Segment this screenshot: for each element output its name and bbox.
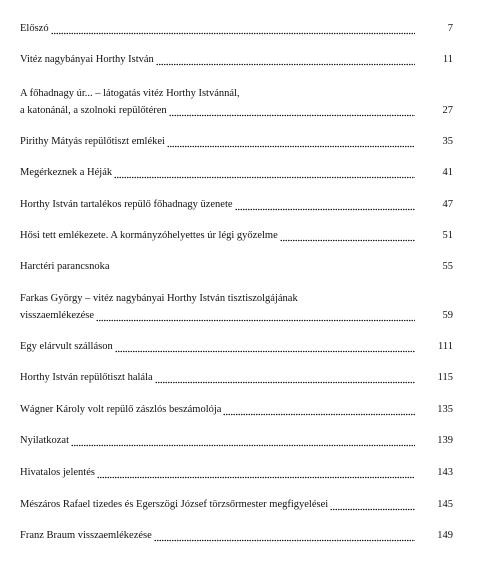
toc-entry-page: 115 (437, 372, 453, 383)
toc-entry-title: Hivatalos jelentés (20, 467, 95, 478)
dot-leader (223, 407, 415, 416)
toc-entry-page: 59 (442, 310, 453, 321)
toc-entry-page: 11 (442, 54, 453, 65)
toc-entry-title: Hősi tett emlékezete. A kormányzóhelyettes úr légi győzelme (20, 230, 278, 241)
dot-leader (96, 313, 415, 322)
dot-leader (156, 57, 415, 66)
toc-entry-title: Mészáros Rafael tizedes és Egerszögi József törzsőrmester megfigyelései (20, 499, 329, 510)
toc-entry (20, 403, 453, 416)
dot-leader (114, 170, 415, 179)
toc-entry-page: 7 (447, 23, 453, 34)
toc-entry (20, 340, 453, 353)
toc-entry-title: A főhadnagy úr... – látogatás vitéz Horthy Istvánnál, (20, 88, 240, 99)
toc-entry-page: 41 (442, 167, 453, 178)
dot-leader (115, 344, 415, 353)
dot-leader (154, 533, 415, 542)
toc-entry-title: Franz Braum visszaemlékezése (20, 530, 152, 541)
toc-entry-title: Farkas György – vitéz nagybányai Horthy István tisztiszolgájának (20, 293, 298, 304)
toc-entry (20, 529, 453, 542)
toc-entry-page: 47 (442, 199, 453, 210)
toc-entry (20, 466, 453, 479)
toc-entry (20, 198, 453, 211)
toc-entry-page: 135 (437, 404, 453, 415)
toc-entry-page: 111 (438, 341, 453, 352)
toc-entry-page: 143 (437, 467, 453, 478)
dot-leader (155, 375, 415, 384)
toc-entry (20, 87, 453, 117)
toc-entry-page: 145 (437, 499, 453, 510)
toc-entry-title: Wágner Károly volt repülő zászlós beszámolója (20, 404, 222, 415)
dot-leader (71, 438, 415, 447)
toc-entry-page: 55 (442, 261, 453, 272)
dot-leader (167, 139, 415, 148)
toc-entry-page: 51 (442, 230, 453, 241)
toc-entry-title-continued: a katonánál, a szolnoki repülőtéren (20, 105, 167, 116)
toc-entry-title: Horthy István repülőtiszt halála (20, 372, 153, 383)
dot-leader (235, 202, 415, 211)
toc-entry (20, 292, 453, 322)
toc-entry (20, 434, 453, 447)
toc-entry-title: Egy elárvult szálláson (20, 341, 113, 352)
toc-entry-title: Harctéri parancsnoka (20, 261, 110, 272)
toc-entry (20, 371, 453, 384)
toc-entry-page: 27 (442, 105, 453, 116)
toc-entry-title: Pirithy Mátyás repülőtiszt emlékei (20, 136, 165, 147)
toc-entry-title: Vitéz nagybányai Horthy István (20, 54, 154, 65)
dot-leader (280, 233, 415, 242)
toc-entry (20, 22, 453, 35)
dot-leader (51, 26, 415, 35)
toc-entry (20, 166, 453, 179)
dot-leader (330, 502, 415, 511)
toc-entry (20, 260, 453, 273)
toc-entry-page: 149 (437, 530, 453, 541)
dot-leader (169, 108, 415, 117)
toc-entry-page: 35 (442, 136, 453, 147)
toc-entry-title: Megérkeznek a Héják (20, 167, 113, 178)
toc-entry (20, 498, 453, 511)
toc-entry (20, 135, 453, 148)
toc-entry-title: Nyilatkozat (20, 435, 69, 446)
toc-entry (20, 229, 453, 242)
toc-entry-title: Horthy István tartalékos repülő főhadnagy üzenete (20, 199, 233, 210)
toc-entry-page: 139 (437, 435, 453, 446)
dot-leader (97, 470, 415, 479)
toc-entry (20, 53, 453, 66)
toc-entry-title: Előszó (20, 23, 49, 34)
toc-entry-title-continued: visszaemlékezése (20, 310, 95, 321)
